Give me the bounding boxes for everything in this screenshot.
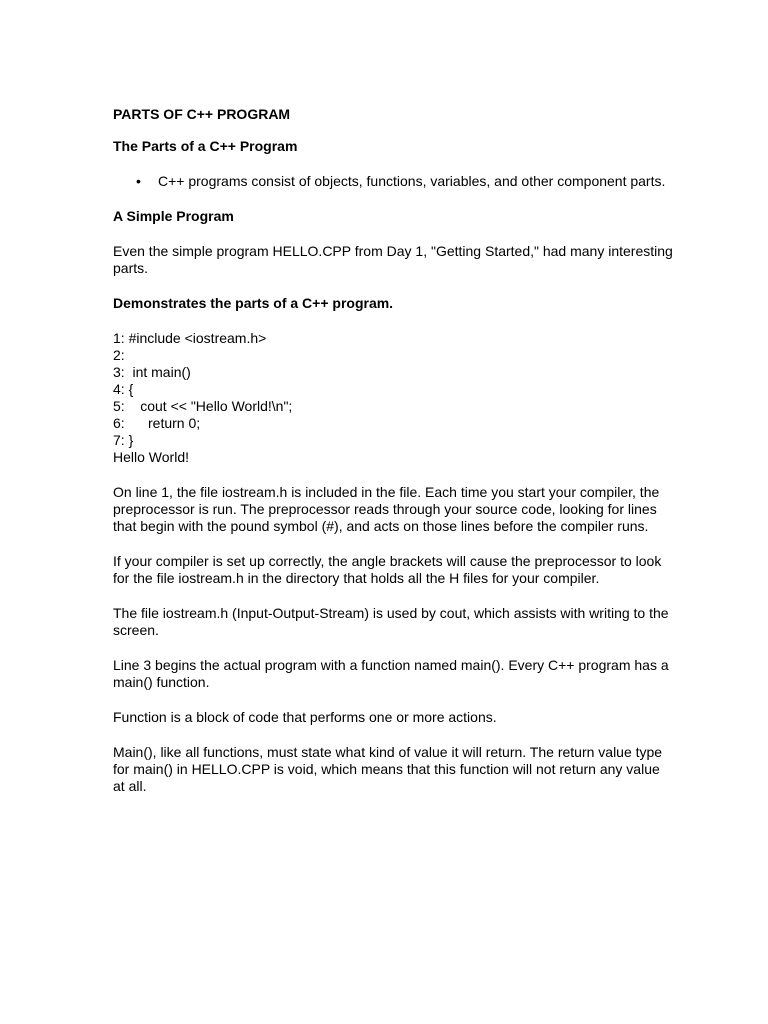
bullet-item — [136, 173, 673, 190]
section-heading-parts: The Parts of a C++ Program — [113, 138, 298, 154]
paragraph-angle-brackets: If your compiler is set up correctly, the angle brackets will cause the preprocessor to look for the file iostream.h in the directory that holds all the H files for your compiler. — [113, 553, 662, 586]
code-line: 2: — [113, 347, 125, 363]
document-title: PARTS OF C++ PROGRAM — [113, 106, 291, 122]
section-heading-simple-program: A Simple Program — [113, 208, 234, 224]
code-line: 1: #include <iostream.h> — [113, 330, 267, 346]
bullet-text: C++ programs consist of objects, functions, variables, and other component parts. — [158, 173, 666, 189]
bullet-list — [113, 173, 673, 190]
paragraph-main-function: Line 3 begins the actual program with a function named main(). Every C++ program has a main() function. — [113, 657, 669, 690]
section-heading-demonstrates: Demonstrates the parts of a C++ program. — [113, 295, 394, 311]
paragraph-return-value: Main(), like all functions, must state what kind of value it will return. The return value type for main() in HELLO.CPP is void, which means that this function will not return any value at all. — [113, 744, 663, 794]
bullet-icon: • — [136, 173, 141, 189]
intro-paragraph: Even the simple program HELLO.CPP from Day 1, "Getting Started," had many interesting parts. — [113, 243, 673, 276]
code-line: 3: int main() — [113, 364, 191, 380]
code-listing — [113, 330, 673, 449]
paragraph-iostream: The file iostream.h (Input-Output-Stream) is used by cout, which assists with writing to the screen. — [113, 605, 669, 638]
code-line: 5: cout << "Hello World!\n"; — [113, 398, 293, 414]
paragraph-function-definition: Function is a block of code that performs one or more actions. — [113, 709, 497, 725]
document-page — [113, 106, 673, 813]
code-line: 4: { — [113, 381, 134, 397]
code-line: 6: return 0; — [113, 415, 201, 431]
paragraph-preprocessor: On line 1, the file iostream.h is included in the file. Each time you start your compiler, the preprocessor is run. The preprocessor reads through your source code, looking for lines that begin with the pound symbol (#), and acts on those lines before the compiler runs. — [113, 484, 660, 534]
code-line: 7: } — [113, 432, 134, 448]
program-output: Hello World! — [113, 449, 189, 465]
